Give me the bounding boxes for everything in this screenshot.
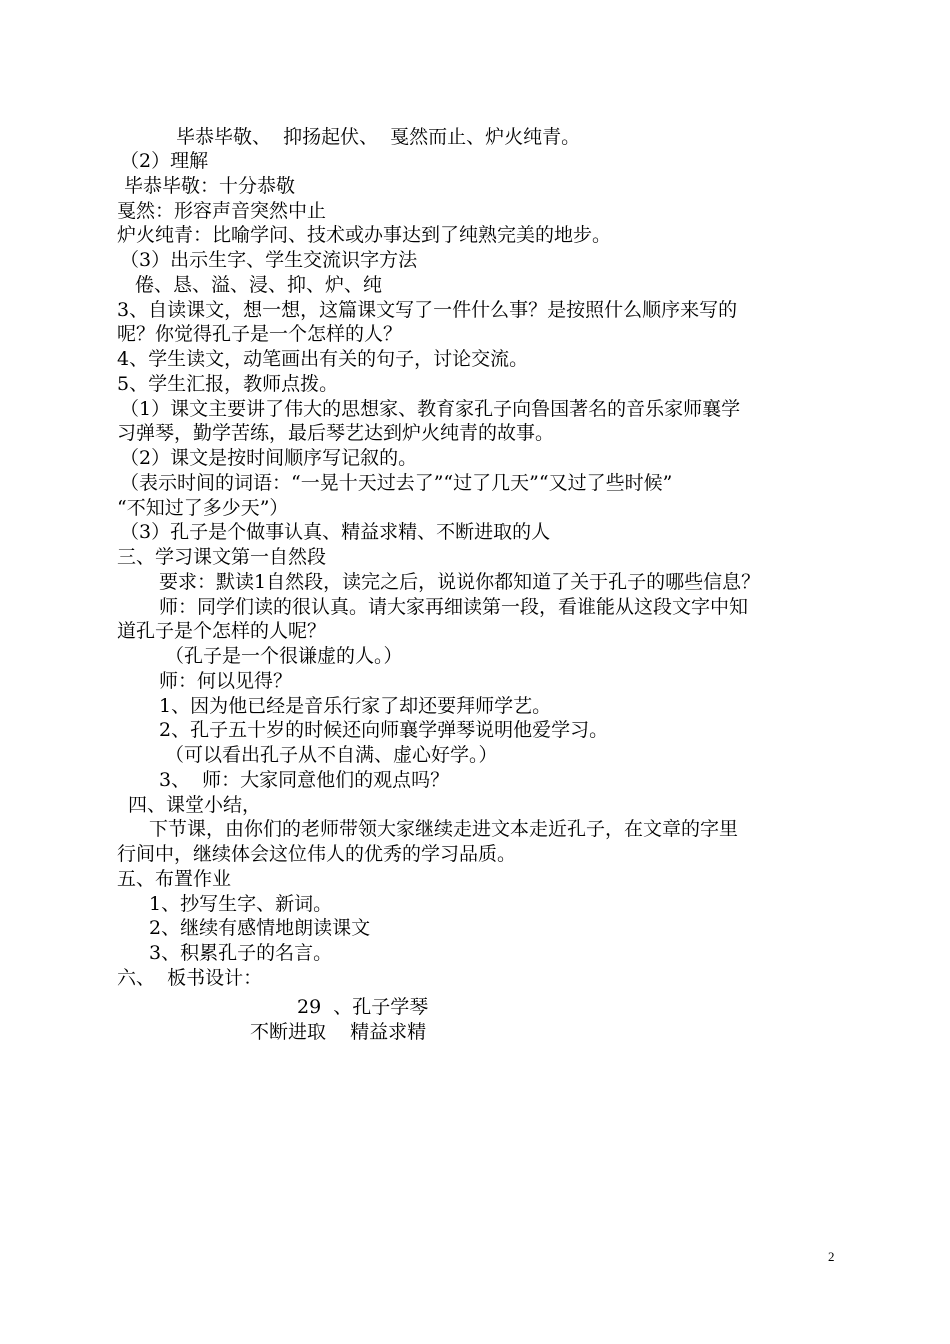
body-text-line: 师：何以见得？	[159, 670, 293, 692]
section-heading: 四、课堂小结，	[128, 794, 262, 816]
new-characters-line: 倦、恳、溢、浸、抑、炉、纯	[135, 274, 383, 296]
section-heading: 六、 板书设计：	[117, 967, 263, 989]
section-heading: 三、学习课文第一自然段	[117, 546, 327, 568]
body-text-line: 3、 师：大家同意他们的观点吗？	[159, 769, 450, 791]
body-text-line: 1、因为他已经是音乐行家了却还要拜师学艺。	[159, 695, 552, 717]
homework-item: 3、积累孔子的名言。	[149, 942, 333, 964]
body-text-line: 习弹琴，勤学苦练，最后琴艺达到炉火纯青的故事。	[117, 422, 555, 444]
body-text-line: 3、自读课文，想一想，这篇课文写了一件什么事？是按照什么顺序来写的	[117, 299, 738, 321]
body-text-line: 4、学生读文，动笔画出有关的句子，讨论交流。	[117, 348, 529, 370]
section-new-characters-heading: （3）出示生字、学生交流识字方法	[120, 249, 418, 271]
vocab-list-line: 毕恭毕敬、 抑扬起伏、 戛然而止、炉火纯青。	[176, 126, 581, 148]
homework-item: 2、继续有感情地朗读课文	[149, 917, 371, 939]
board-design-title: 29 、孔子学琴	[297, 996, 429, 1018]
body-text-line: （2）课文是按时间顺序写记叙的。	[120, 447, 418, 469]
body-text-line: 师：同学们读的很认真。请大家再细读第一段，看谁能从这段文字中知	[159, 596, 749, 618]
body-text-line: 行间中，继续体会这位伟人的优秀的学习品质。	[117, 843, 517, 865]
definition-line: 毕恭毕敬：十分恭敬	[124, 175, 296, 197]
body-text-line: “不知过了多少天”）	[117, 497, 289, 519]
body-text-line: 2、孔子五十岁的时候还向师襄学弹琴说明他爱学习。	[159, 719, 609, 741]
body-text-line: （1）课文主要讲了伟大的思想家、教育家孔子向鲁国著名的音乐家师襄学	[120, 398, 741, 420]
page-number: 2	[828, 1249, 835, 1264]
body-text-line: 呢？你觉得孔子是一个怎样的人？	[117, 323, 403, 345]
body-text-line: 下节课，由你们的老师带领大家继续走进文本走近孔子，在文章的字里	[149, 818, 739, 840]
homework-item: 1、抄写生字、新词。	[149, 893, 333, 915]
board-design-keywords: 不断进取 精益求精	[250, 1021, 427, 1043]
body-text-line: 道孔子是个怎样的人呢？	[117, 620, 327, 642]
section-heading: 五、布置作业	[117, 868, 232, 890]
body-text-line: （表示时间的词语：“一晃十天过去了”“过了几天”“又过了些时候”	[120, 472, 673, 494]
body-text-line: （可以看出孔子从不自满、虚心好学。）	[165, 744, 498, 766]
body-text-line: （3）孔子是个做事认真、精益求精、不断进取的人	[120, 521, 551, 543]
body-text-line: 5、学生汇报，教师点拨。	[117, 373, 339, 395]
body-text-line: （孔子是一个很谦虚的人。）	[165, 645, 403, 667]
section-understand-heading: （2）理解	[120, 150, 209, 172]
body-text-line: 要求：默读1自然段，读完之后，说说你都知道了关于孔子的哪些信息？	[159, 571, 761, 593]
definition-line: 炉火纯青：比喻学问、技术或办事达到了纯熟完美的地步。	[117, 224, 612, 246]
definition-line: 戛然：形容声音突然中止	[117, 200, 327, 222]
